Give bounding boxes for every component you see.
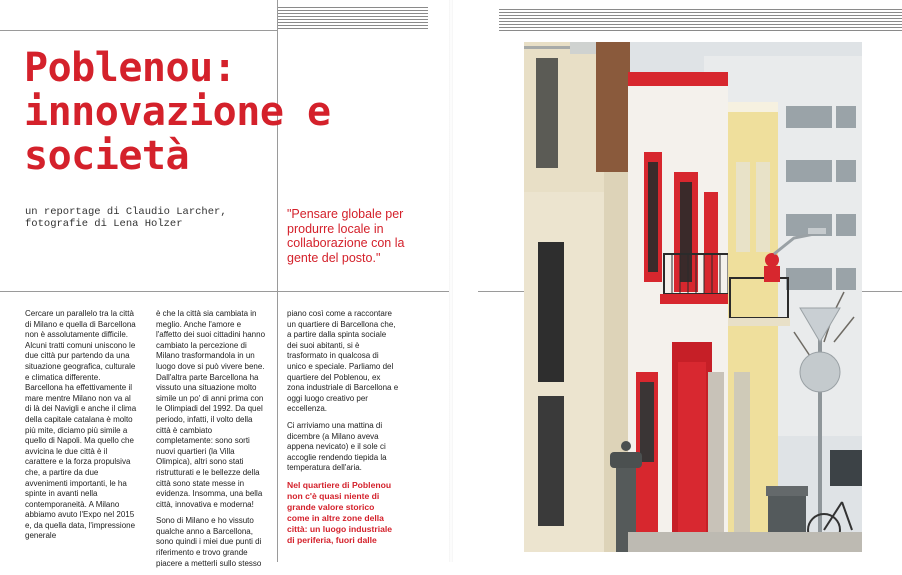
page-gutter [449, 0, 453, 562]
street-photo-illustration [524, 42, 862, 552]
body-paragraph: Ci arriviamo una mattina di dicembre (a Milano aveva appena nevicato) e il sole ci accoglie rendendo tiepida la temperatura dell'aria. [287, 420, 387, 473]
body-column-2 [156, 309, 268, 575]
header-rule-left [0, 30, 278, 31]
section-rule-right-a [478, 291, 524, 292]
header-stripes-right [499, 9, 902, 33]
body-paragraph: Sono di Milano e ho vissuto qualche anno a Barcellona, sono quindi i miei due punti di riferimento e trovo grande piacere a metterli sullo stesso [156, 516, 262, 568]
body-column-1 [25, 309, 137, 548]
street-photo [524, 42, 862, 552]
section-rule-right-b [862, 291, 902, 292]
article-title: Poblenou: innovazione e società [24, 45, 331, 179]
header-stripes-left [278, 7, 428, 31]
article-byline: un reportage di Claudio Larcher, fotografie di Lena Holzer [25, 206, 227, 230]
body-paragraph: piano così come a raccontare un quartiere di Barcellona che, a partire dalla spinta sociale dei suoi abitanti, si è trasformato in qualcosa di unico e speciale. Parliamo del quartiere del Poblenou, ex zona industriale di Barcellona e oggi luogo creativo per eccellenza. [287, 309, 399, 414]
highlighted-paragraph: Nel quartiere di Poblenou non c'è quasi niente di grande valore storico come in altre zone della città: un luogo industriale di periferia, fuori dalle [287, 479, 393, 545]
pull-quote: "Pensare globale per produrre locale in collaborazione con la gente del posto." [287, 207, 405, 265]
body-column-3 [287, 309, 399, 552]
body-paragraph: è che la città sia cambiata in meglio. Anche l'amore e l'affetto dei suoi cittadini hanno cambiato la percezione di Milano trasformandola in un luogo dove si può vivere bene. Dall'altra parte Barcellona ha vissuto una situazione molto simile un po' di anni prima con le Olimpiadi del 1992. Da quel periodo, infatti, il volto della città è cambiato completamente: sono sorti nuovi quartieri (la Villa Olimpica), altri sono stati ristrutturati e le bellezze della città sono state messe in evidenza. Insomma, una bella città, innovativa e moderna! [156, 309, 266, 509]
body-paragraph: Cercare un parallelo tra la città di Milano e quella di Barcellona non è assolutamente difficile. Alcuni tratti comuni uniscono le due città pur partendo da una situazione geografica, culturale e climatica differente. Barcellona ha effettivamente il mare mentre Milano non va al di là dei Navigli e anche il clima della capitale catalana è molto più mite, diciamo più simile a quello di Napoli. Ma quello che avvicina le due città è il carattere e la forza propulsiva che, a partire da due avvenimenti importanti, le ha spinte in avanti nella contemporaneità. A Milano abbiamo avuto l'Expo nel 2015 e, da quella data, l'impressione generale [25, 309, 137, 541]
section-rule-left [0, 291, 449, 292]
